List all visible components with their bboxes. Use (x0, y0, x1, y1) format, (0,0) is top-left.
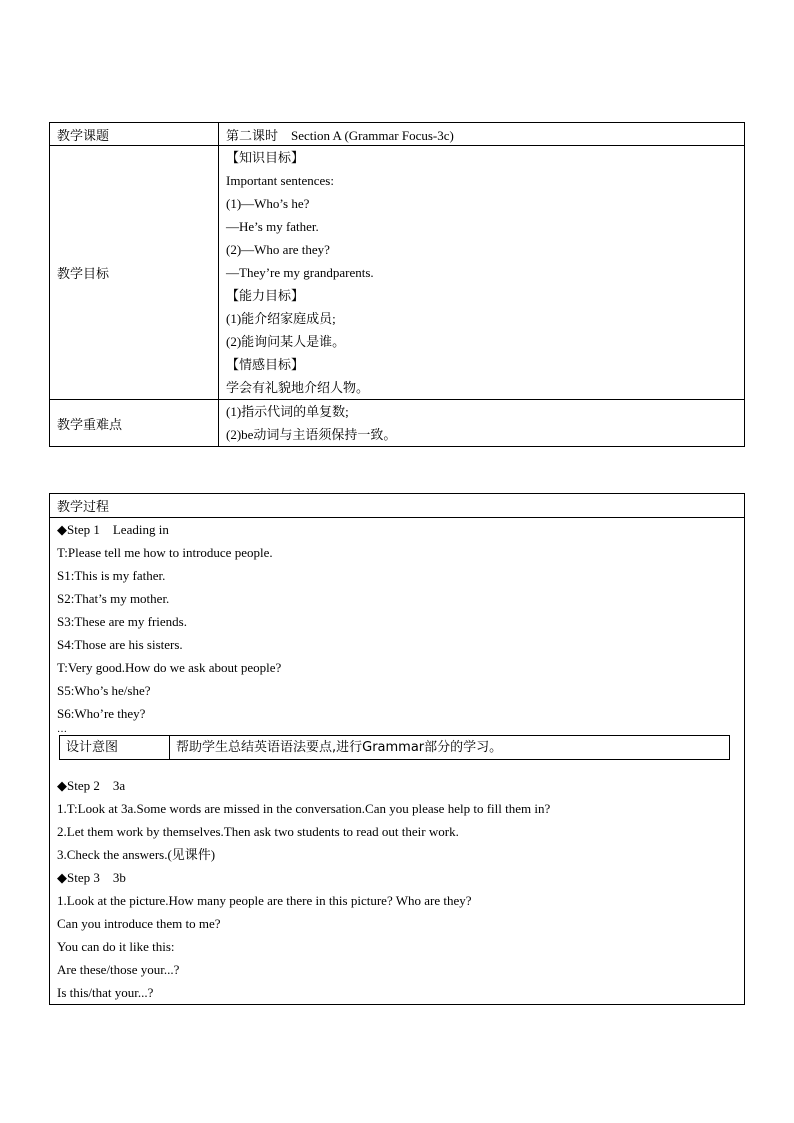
topic-label: 教学课题 (50, 123, 219, 146)
keypoints-cell (219, 400, 745, 447)
step1-line: S5:Who’s he/she? (57, 683, 151, 698)
objective-line: Important sentences: (226, 173, 334, 188)
topic-value: 第二课时 Section A (Grammar Focus-3c) (219, 123, 745, 146)
step3-line: Is this/that your...? (57, 985, 154, 1000)
objective-line: (2)—Who are they? (226, 242, 330, 257)
step3-line: You can do it like this: (57, 939, 175, 954)
step2-line: 1.T:Look at 3a.Some words are missed in the conversation.Can you please help to fill them in? (57, 801, 551, 816)
design-intent-table (59, 735, 730, 760)
design-label: 设计意图 (60, 736, 170, 760)
step1-line: S6:Who’re they? (57, 706, 146, 721)
step1-line: S3:These are my friends. (57, 614, 187, 629)
objective-line: (1)—Who’s he? (226, 196, 310, 211)
step1-line: S2:That’s my mother. (57, 591, 170, 606)
keypoints-label: 教学重难点 (50, 400, 219, 447)
process-body (50, 518, 745, 1005)
step1-line: S1:This is my father. (57, 568, 166, 583)
step1-line: S4:Those are his sisters. (57, 637, 183, 652)
step1-line: T:Please tell me how to introduce people. (57, 545, 273, 560)
teaching-process-table (49, 493, 745, 1005)
objective-line: —He’s my father. (226, 219, 319, 234)
spacer (57, 760, 744, 774)
design-text: 帮助学生总结英语语法要点,进行Grammar部分的学习。 (170, 736, 730, 760)
objectives-label: 教学目标 (50, 146, 219, 400)
process-header: 教学过程 (50, 494, 745, 518)
step3-line: Are these/those your...? (57, 962, 180, 977)
step2-line: 2.Let them work by themselves.Then ask two students to read out their work. (57, 824, 459, 839)
step3-line: ◆Step 3 3b (57, 870, 126, 885)
objectives-cell (219, 146, 745, 400)
step2-line: 3.Check the answers.(见课件) (57, 847, 216, 862)
keypoint-line: (2)be动词与主语须保持一致。 (226, 427, 397, 442)
step1-line: T:Very good.How do we ask about people? (57, 660, 282, 675)
objective-line: 【知识目标】 (226, 150, 305, 165)
objective-line: 【能力目标】 (226, 288, 305, 303)
objective-line: 【情感目标】 (226, 357, 305, 372)
objective-line: 学会有礼貌地介绍人物。 (226, 380, 370, 395)
step2-line: ◆Step 2 3a (57, 778, 126, 793)
step1-line: … (57, 724, 67, 735)
keypoint-line: (1)指示代词的单复数; (226, 404, 349, 419)
step3-line: Can you introduce them to me? (57, 916, 221, 931)
objective-line: —They’re my grandparents. (226, 265, 374, 280)
lesson-info-table (49, 122, 745, 447)
objective-line: (2)能询问某人是谁。 (226, 334, 346, 349)
step3-line: 1.Look at the picture.How many people are there in this picture? Who are they? (57, 893, 472, 908)
objective-line: (1)能介绍家庭成员; (226, 311, 336, 326)
step1-line: ◆Step 1 Leading in (57, 522, 169, 537)
